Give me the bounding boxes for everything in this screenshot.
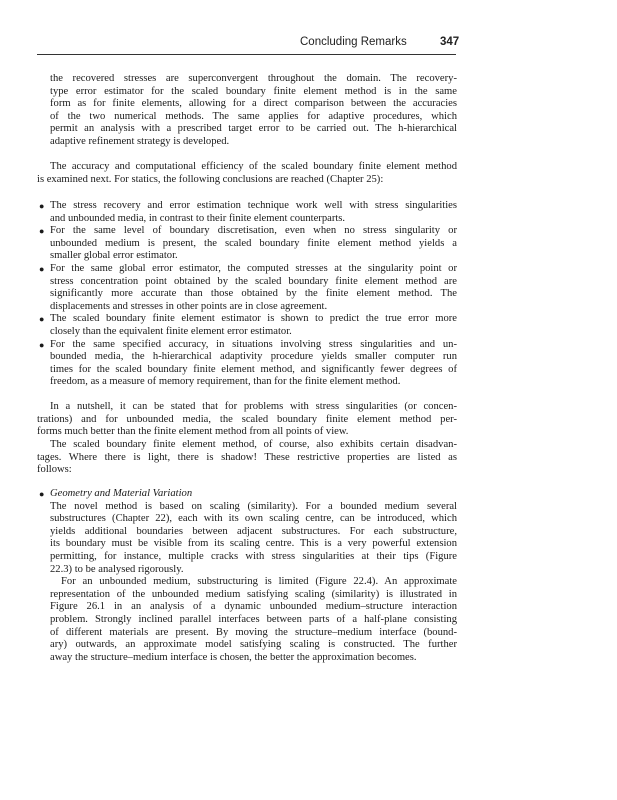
list-item: [39, 338, 457, 389]
header-rule: [37, 54, 456, 55]
list-item: [39, 225, 457, 263]
bullet-icon: ●: [39, 226, 45, 237]
text-line: the recovered stresses are superconvergent throughout the domain. The recovery-: [50, 73, 457, 84]
text-line: permitting, for instance, multiple cracks with stress singularities at their tips (Figure: [50, 550, 457, 562]
text-line: adaptive refinement strategy is developed.: [50, 135, 230, 147]
text-line: tages. Where there is light, there is shadow! These restrictive properties are listed as: [37, 451, 457, 463]
text-line: The accuracy and computational efficiency of the scaled boundary finite element method: [50, 161, 457, 172]
bullet-icon: ●: [39, 201, 45, 211]
text-line: Figure 26.1 in an analysis of a dynamic unbounded medium–structure interaction: [50, 601, 457, 613]
text-line: bounded media, the h-hierarchical adaptivity procedure yields smaller computer run: [50, 351, 457, 363]
text-line: In a nutshell, it can be stated that for problems with stress singularities (or concen-: [50, 401, 457, 412]
text-line: form as for finite elements, allowing for a direct comparison between the accuracies: [50, 98, 457, 110]
running-header-title: Concluding Remarks: [300, 36, 407, 48]
bullet-icon: ●: [39, 489, 45, 499]
paragraph: [37, 401, 457, 439]
text-line: unbounded medium is present, the scaled boundary finite element method yields a: [50, 237, 457, 249]
text-line: The scaled boundary finite element method, of course, also exhibits certain disadvan-: [50, 439, 457, 450]
text-line: displacements and stresses in other points are in close agreement.: [50, 300, 328, 312]
text-line: stress concentration point obtained by the scaled boundary finite element method are: [50, 275, 457, 287]
text-line: 22.3) to be analysed rigorously.: [50, 563, 184, 575]
paragraph: [50, 73, 457, 149]
text-line: permit an analysis with a prescribed target error to be carried out. The h-hierarchical: [50, 123, 457, 135]
page-number: 347: [440, 36, 460, 48]
text-line: ary) outwards, an approximate model satisfying scaling is constructed. The further: [50, 639, 457, 651]
text-line: For the same global error estimator, the computed stresses at the singularity point or: [50, 262, 457, 274]
text-line: closely than the equivalent finite element error estimator.: [50, 325, 292, 337]
text-line: away the structure–medium interface is chosen, the better the approximation becomes.: [50, 651, 417, 663]
list-item: [39, 313, 457, 338]
paragraph: [50, 501, 457, 577]
text-line: yields additional boundaries between adjacent substructures. For each substructure,: [50, 525, 457, 537]
bullet-list: [39, 200, 457, 389]
text-line: substructures (Chapter 22), each with its own scaling centre, can be introduced, which: [50, 513, 457, 525]
bullet-icon: ●: [39, 339, 45, 350]
text-line: trations) and for unbounded media, the scaled boundary finite element method per-: [37, 413, 457, 425]
text-line: times for the scaled boundary finite element method, and significantly fewer degrees of: [50, 363, 457, 375]
text-line: The novel method is based on scaling (similarity). For a bounded medium several: [50, 500, 457, 512]
text-line: forms much better than the finite element method from all points of view.: [37, 426, 349, 438]
text-line: freedom, as a measure of memory requirement, than for the finite element method.: [50, 376, 401, 388]
paragraph: [37, 161, 457, 186]
text-line: For an unbounded medium, substructuring is limited (Figure 22.4). An approximate: [61, 576, 457, 588]
list-item: [39, 200, 457, 225]
restriction-item: [39, 488, 457, 664]
text-line: For the same level of boundary discretisation, even when no stress singularity or: [50, 225, 457, 237]
text-line: significantly more accurate than those obtained by the finite element method. The: [50, 288, 457, 300]
bullet-icon: ●: [39, 314, 45, 325]
text-line: problem. Strongly inclined parallel interfaces between parts of a half-plane consisting: [50, 613, 457, 625]
text-line: of different materials are present. By moving the structure–medium interface (bound-: [50, 626, 457, 638]
list-item: [39, 262, 457, 313]
text-line: of the two numerical methods. The same applies for adaptive procedures, which: [50, 110, 457, 122]
bullet-icon: ●: [39, 263, 45, 274]
text-line: its boundary must be visible from its scaling centre. This is a very powerful extension: [50, 538, 457, 550]
text-line: is examined next. For statics, the following conclusions are reached (Chapter 25):: [37, 173, 384, 185]
text-line: representation of the unbounded medium satisfying scaling (similarity) is illustrated in: [50, 588, 457, 600]
text-line: follows:: [37, 464, 72, 476]
text-line: The stress recovery and error estimation technique work well with stress singularities: [50, 200, 457, 211]
paragraph: [37, 439, 457, 477]
text-line: The scaled boundary finite element estimator is shown to predict the true error more: [50, 313, 457, 325]
paragraph: [50, 576, 457, 664]
text-line: For the same specified accuracy, in situations involving stress singularities and un-: [50, 338, 457, 350]
text-line: smaller global error estimator.: [50, 250, 178, 262]
section-heading: Geometry and Material Variation: [50, 488, 193, 499]
text-line: and unbounded media, in contrast to their finite element counterparts.: [50, 212, 346, 224]
text-line: type error estimator for the scaled boundary finite element method is in the same: [50, 85, 457, 97]
